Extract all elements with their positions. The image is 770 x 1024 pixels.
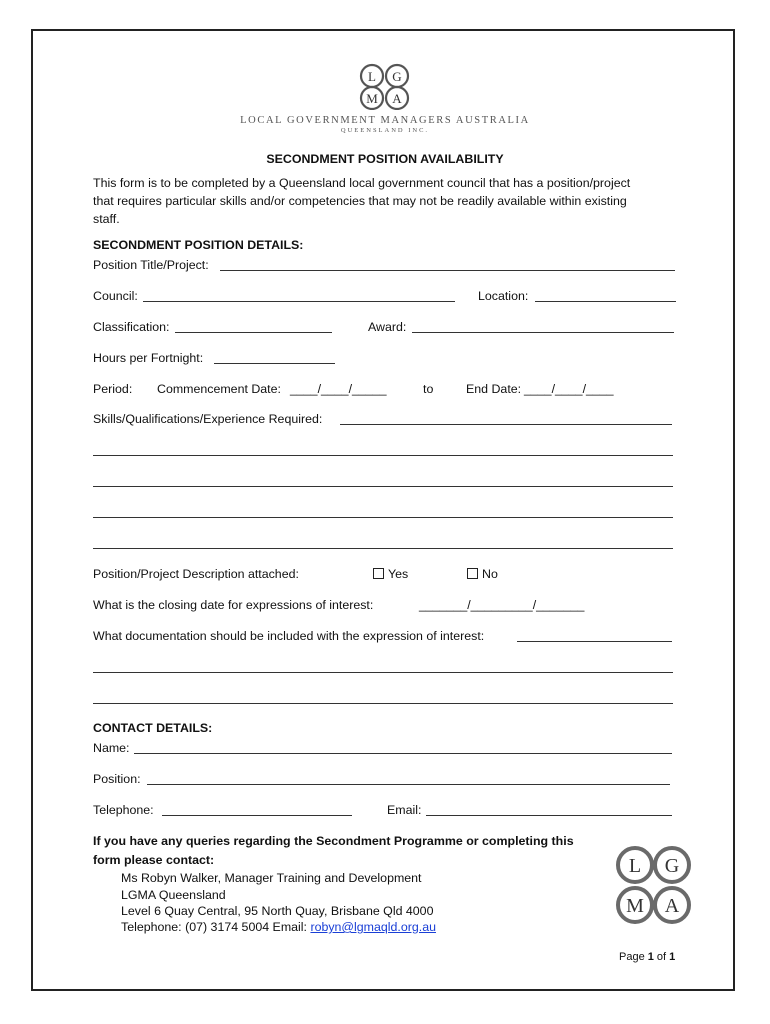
lgma-logo	[350, 62, 420, 110]
no-label: No	[482, 567, 498, 581]
classification-field[interactable]	[175, 332, 332, 333]
position-field[interactable]	[147, 784, 670, 785]
small-logo-letter-g: G	[664, 855, 680, 877]
award-label: Award:	[368, 320, 407, 334]
closing-date-label: What is the closing date for expressions of interest:	[93, 598, 374, 612]
logo-letter-g: G	[392, 69, 402, 84]
documentation-label: What documentation should be included with the expression of interest:	[93, 629, 485, 643]
documentation-field-line-1[interactable]	[517, 641, 672, 642]
org-name: LOCAL GOVERNMENT MANAGERS AUSTRALIA	[240, 115, 530, 126]
lgma-logo-small	[612, 843, 696, 927]
small-logo-letter-a: A	[664, 895, 680, 917]
council-label: Council:	[93, 289, 138, 303]
documentation-field-line-3[interactable]	[93, 703, 673, 704]
contact-email-link[interactable]: robyn@lgmaqld.org.au	[310, 920, 436, 934]
page-number	[619, 951, 675, 963]
position-title-field[interactable]	[220, 270, 675, 271]
period-label: Period:	[93, 382, 133, 396]
end-date-field[interactable]: ____/____/____	[524, 382, 614, 396]
logo-letter-l: L	[368, 69, 376, 84]
commencement-date-field[interactable]: ____/____/_____	[290, 382, 387, 396]
page-total: 1	[669, 951, 676, 963]
skills-field-line-4[interactable]	[93, 517, 673, 518]
position-label: Position:	[93, 772, 141, 786]
yes-label: Yes	[388, 567, 409, 581]
no-checkbox[interactable]	[467, 568, 478, 579]
logo-letter-m: M	[366, 91, 378, 106]
small-logo-letter-m: M	[626, 895, 644, 917]
telephone-field[interactable]	[162, 815, 352, 816]
intro-line-2: that requires particular skills and/or competencies that may not be readily available within existing	[93, 194, 627, 208]
queries-line-2: form please contact:	[93, 853, 215, 867]
no-option[interactable]	[467, 566, 498, 582]
description-attached-label: Position/Project Description attached:	[93, 567, 299, 581]
end-date-label: End Date:	[466, 382, 522, 396]
small-logo-letter-l: L	[628, 855, 642, 877]
contact-phone-line	[121, 919, 436, 935]
hours-label: Hours per Fortnight:	[93, 351, 204, 365]
name-field[interactable]	[134, 753, 672, 754]
yes-option[interactable]	[373, 566, 408, 582]
queries-line-1: If you have any queries regarding the Secondment Programme or completing this	[93, 834, 574, 848]
logo-letter-a: A	[392, 91, 402, 106]
hours-field[interactable]	[214, 363, 335, 364]
intro-line-3: staff.	[93, 212, 120, 226]
position-title-label: Position Title/Project:	[93, 258, 209, 272]
location-field[interactable]	[535, 301, 676, 302]
form-title: SECONDMENT POSITION AVAILABILITY	[266, 152, 504, 166]
skills-label: Skills/Qualifications/Experience Required:	[93, 412, 323, 426]
page-prefix: Page	[619, 951, 648, 963]
period-to-label: to	[423, 382, 434, 396]
yes-checkbox[interactable]	[373, 568, 384, 579]
org-subtitle: QUEENSLAND INC.	[340, 127, 430, 134]
email-field[interactable]	[426, 815, 672, 816]
council-field[interactable]	[143, 301, 455, 302]
page-of: of	[653, 951, 670, 963]
skills-field-line-5[interactable]	[93, 548, 673, 549]
section-position-details: SECONDMENT POSITION DETAILS:	[93, 238, 304, 252]
skills-field-line-1[interactable]	[340, 424, 672, 425]
skills-field-line-2[interactable]	[93, 455, 673, 456]
page-current: 1	[647, 951, 654, 963]
commencement-label: Commencement Date:	[157, 382, 281, 396]
contact-name: Ms Robyn Walker, Manager Training and Development	[121, 871, 422, 885]
contact-address: Level 6 Quay Central, 95 North Quay, Brisbane Qld 4000	[121, 904, 434, 918]
documentation-field-line-2[interactable]	[93, 672, 673, 673]
intro-line-1: This form is to be completed by a Queensland local government council that has a position/project	[93, 176, 631, 190]
telephone-label: Telephone:	[93, 803, 154, 817]
section-contact-details: CONTACT DETAILS:	[93, 721, 213, 735]
contact-phone: Telephone: (07) 3174 5004 Email:	[121, 920, 311, 934]
email-label: Email:	[387, 803, 422, 817]
name-label: Name:	[93, 741, 130, 755]
skills-field-line-3[interactable]	[93, 486, 673, 487]
award-field[interactable]	[412, 332, 674, 333]
closing-date-field[interactable]: _______/_________/_______	[419, 598, 585, 612]
classification-label: Classification:	[93, 320, 170, 334]
location-label: Location:	[478, 289, 529, 303]
contact-organisation: LGMA Queensland	[121, 888, 226, 902]
